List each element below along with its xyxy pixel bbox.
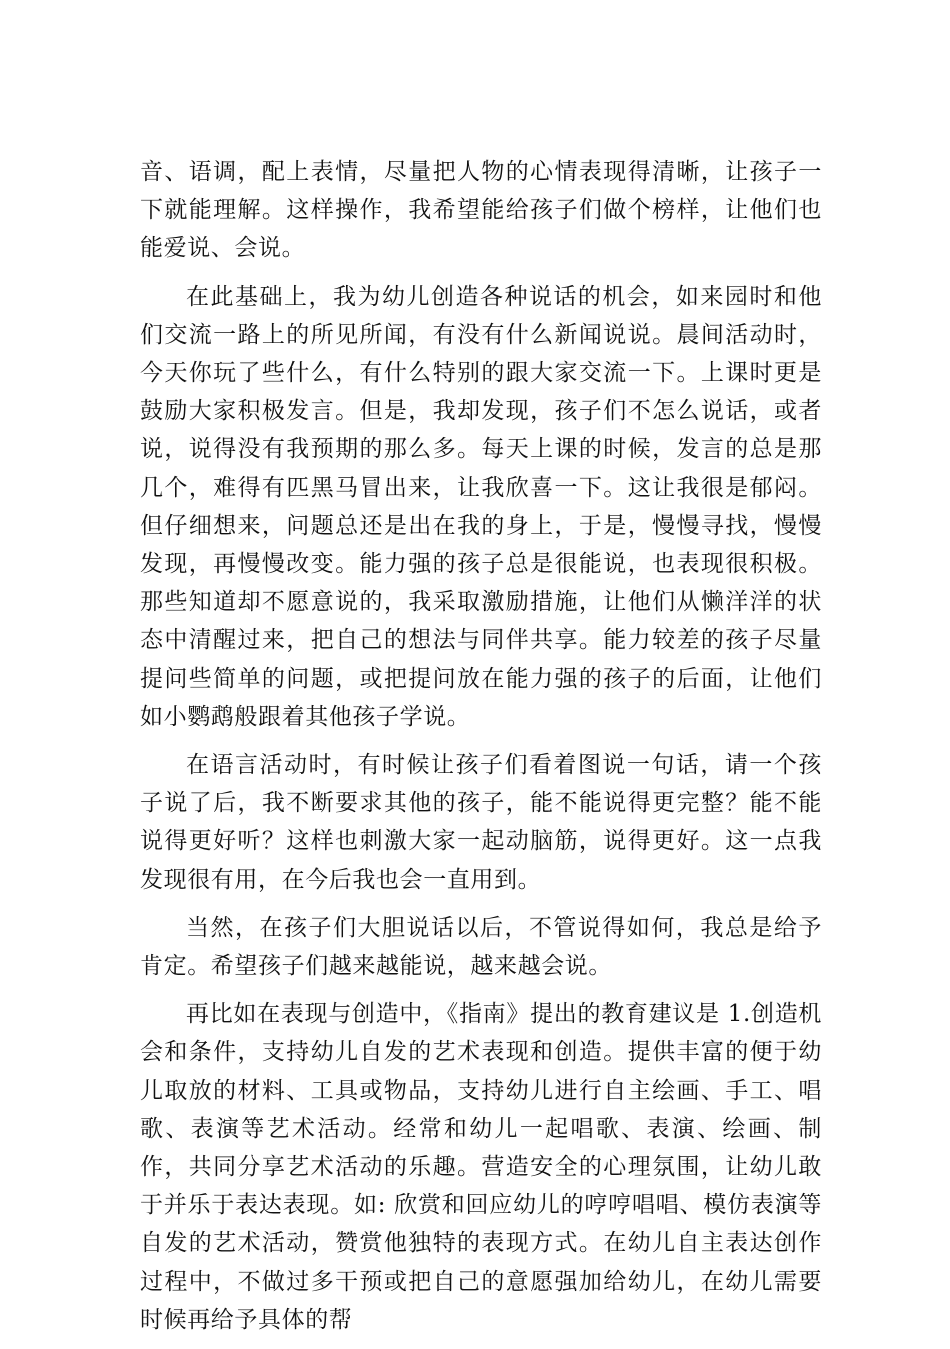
document-body [140,153,822,1349]
paragraph-5: 再比如在表现与创造中，《指南》提出的教育建议是 1.创造机会和条件，支持幼儿自发的艺术表现和创造。提供丰富的便于幼儿取放的材料、工具或物品，支持幼儿进行自主绘画、手工、唱歌、表演等艺术活动。经常和幼儿一起唱歌、表演、绘画、制作，共同分享艺术活动的乐趣。营造安全的心理氛围，让幼儿敢于并乐于表达表现。如: 欣赏和回应幼儿的哼哼唱唱、模仿表演等自发的艺术活动，赞赏他独特的表现方式。在幼儿自主表达创作过程中，不做过多干预或把自己的意愿强加给幼儿，在幼儿需要时候再给予具体的帮 [140,1001,822,1333]
paragraph-2: 在此基础上，我为幼儿创造各种说话的机会，如来园时和他们交流一路上的所见所闻，有没有什么新闻说说。晨间活动时，今天你玩了些什么，有什么特别的跟大家交流一下。上课时更是鼓励大家积极发言。但是，我却发现，孩子们不怎么说话，或者说，说得没有我预期的那么多。每天上课的时候，发言的总是那几个，难得有匹黑马冒出来，让我欣喜一下。这让我很是郁闷。但仔细想来，问题总还是出在我的身上，于是，慢慢寻找，慢慢发现，再慢慢改变。能力强的孩子总是很能说，也表现很积极。那些知道却不愿意说的，我采取激励措施，让他们从懒洋洋的状态中清醒过来，把自己的想法与同伴共享。能力较差的孩子尽量提问些简单的问题，或把提问放在能力强的孩子的后面，让他们如小鹦鹉般跟着其他孩子学说。 [140,283,822,730]
paragraph-3: 在语言活动时，有时候让孩子们看着图说一句话，请一个孩子说了后，我不断要求其他的孩子，能不能说得更完整？能不能说得更好听？这样也刺激大家一起动脑筋，说得更好。这一点我发现很有用，在今后我也会一直用到。 [140,752,822,893]
paragraph-4: 当然，在孩子们大胆说话以后，不管说得如何，我总是给予肯定。希望孩子们越来越能说，越来越会说。 [140,914,822,980]
paragraph-1: 音、语调，配上表情，尽量把人物的心情表现得清晰，让孩子一下就能理解。这样操作，我希望能给孩子们做个榜样，让他们也能爱说、会说。 [140,159,822,262]
